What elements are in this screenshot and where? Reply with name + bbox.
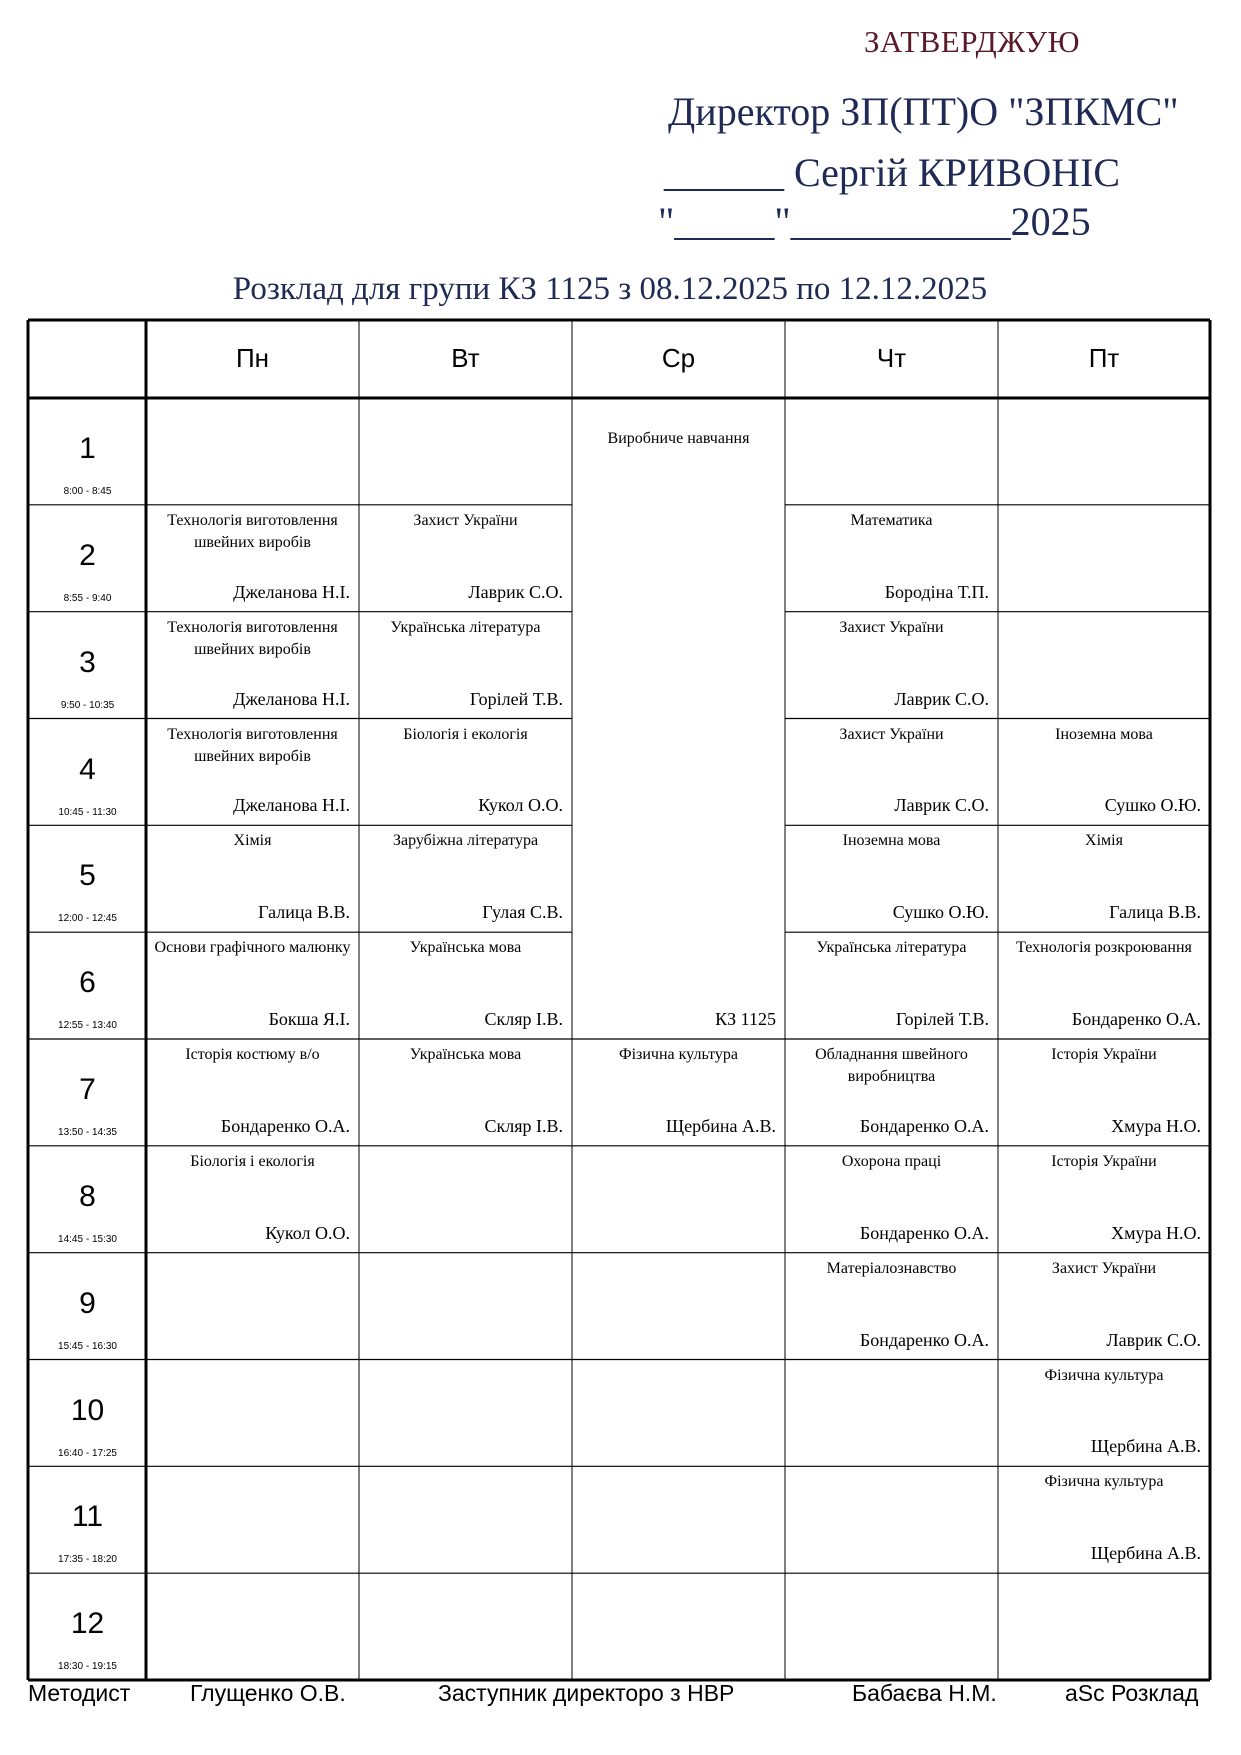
period-time: 10:45 - 11:30 [58, 806, 117, 818]
lesson-teacher: Бондаренко О.А. [859, 1115, 989, 1136]
period-number: 9 [79, 1286, 96, 1320]
lesson-teacher: Горілей Т.В. [469, 688, 563, 709]
lesson-subject: Захист України [413, 511, 518, 529]
lesson-teacher: Гулая С.В. [482, 902, 563, 923]
approval-stamp-heading: ЗАТВЕРДЖУЮ [864, 24, 1080, 59]
period-time: 12:00 - 12:45 [58, 913, 117, 925]
lesson-teacher: Хмура Н.О. [1111, 1115, 1201, 1136]
lesson-teacher: Бондаренко О.А. [859, 1222, 989, 1243]
methodist-label: Методист [28, 1680, 131, 1706]
lesson-subject: Історія костюму в/о [185, 1046, 320, 1063]
lesson-subject: Українська мова [409, 939, 522, 957]
schedule-title: Розклад для групи КЗ 1125 з 08.12.2025 по 12.12.2025 [232, 271, 988, 307]
lesson-subject: Біологія і екологія [190, 1152, 315, 1170]
lesson-teacher: Галица В.В. [258, 902, 350, 923]
lesson-subject: Українська література [390, 618, 541, 636]
lesson-teacher: Бондаренко О.А. [220, 1115, 350, 1136]
lesson-subject: Фізична культура [618, 1046, 739, 1063]
lesson-teacher: Бондаренко О.А. [1071, 1009, 1201, 1029]
lesson-subject: Математика [850, 511, 933, 529]
lesson-subject: Іноземна мова [1055, 725, 1153, 743]
lesson-teacher: Бондаренко О.А. [859, 1329, 989, 1350]
lesson-subject: Хімія [1085, 832, 1123, 850]
period-time: 13:50 - 14:35 [58, 1127, 117, 1138]
lesson-subject: Основи графічного малюнку [154, 939, 351, 957]
lesson-subject: Історія України [1051, 1046, 1157, 1063]
lesson-teacher: Скляр І.В. [484, 1009, 563, 1029]
director-title: Директор ЗП(ПТ)О "ЗПКМС" [668, 89, 1179, 134]
lesson-subject: Фізична культура [1044, 1473, 1164, 1491]
lesson-subject: Технологія виготовлення швейних виробів [167, 725, 338, 765]
deputy-label: Заступник директоро з НВР [438, 1680, 735, 1706]
period-number: 8 [79, 1179, 96, 1213]
period-number: 11 [71, 1500, 104, 1534]
lesson-subject: Фізична культура [1044, 1366, 1164, 1384]
lesson-subject: Виробниче навчання [607, 430, 750, 447]
period-time: 12:55 - 13:40 [58, 1020, 117, 1032]
day-header: Пн [235, 343, 270, 373]
period-time: 18:30 - 19:15 [58, 1661, 117, 1673]
deputy-name: Бабаєва Н.М. [852, 1680, 997, 1706]
lesson-subject: Історія України [1051, 1152, 1157, 1170]
period-number: 4 [79, 752, 96, 786]
lesson-teacher: Лаврик С.О. [468, 581, 563, 602]
day-header: Чт [876, 343, 907, 373]
lesson-subject: Захист України [839, 618, 944, 636]
lesson-teacher: Хмура Н.О. [1111, 1222, 1201, 1243]
lesson-teacher: Щербина А.В. [1090, 1543, 1201, 1564]
lesson-teacher: Скляр І.В. [484, 1115, 563, 1136]
lesson-subject: Технологія виготовлення швейних виробів [167, 511, 338, 551]
lesson-teacher: Сушко О.Ю. [1104, 795, 1201, 816]
lesson-subject: Матеріалознавство [826, 1259, 957, 1277]
software-credit: aSc Розклад [1065, 1680, 1199, 1706]
period-number: 12 [70, 1607, 105, 1641]
lesson-teacher: Джеланова Н.І. [233, 581, 350, 602]
lesson-subject: Біологія і екологія [403, 725, 528, 743]
period-time: 8:00 - 8:45 [63, 486, 112, 497]
methodist-name: Глущенко О.В. [190, 1680, 346, 1706]
period-time: 14:45 - 15:30 [58, 1233, 117, 1245]
lesson-teacher: Лаврик С.О. [894, 688, 989, 709]
lesson-subject: Українська мова [409, 1046, 522, 1063]
period-number: 1 [79, 432, 96, 465]
lesson-teacher: КЗ 1125 [715, 1009, 776, 1029]
lesson-teacher: Джеланова Н.І. [233, 688, 350, 709]
director-signature-line: ______ Сергій КРИВОНІС [664, 150, 1121, 195]
period-time: 8:55 - 9:40 [63, 592, 112, 604]
lesson-teacher: Бородіна Т.П. [884, 581, 989, 602]
lesson-teacher: Джеланова Н.І. [233, 795, 350, 816]
period-number: 5 [79, 859, 96, 893]
lesson-teacher: Кукол О.О. [265, 1222, 350, 1243]
lesson-teacher: Бокша Я.І. [268, 1009, 350, 1029]
lesson-teacher: Лаврик С.О. [1106, 1329, 1201, 1350]
period-time: 16:40 - 17:25 [58, 1447, 117, 1459]
lesson-subject: Обладнання швейного виробництва [815, 1046, 968, 1085]
period-number: 10 [70, 1393, 105, 1427]
day-header: Пт [1088, 343, 1120, 373]
period-number: 2 [79, 538, 96, 572]
lesson-teacher: Сушко О.Ю. [892, 902, 989, 923]
lesson-subject: Зарубіжна література [392, 832, 539, 850]
lesson-subject: Охорона праці [841, 1152, 942, 1170]
lesson-teacher: Горілей Т.В. [895, 1009, 989, 1029]
lesson-subject: Захист України [1051, 1259, 1157, 1277]
lesson-teacher: Щербина А.В. [665, 1115, 776, 1136]
period-number: 7 [79, 1073, 96, 1106]
day-header: Ср [661, 343, 696, 373]
lesson-teacher: Кукол О.О. [478, 795, 563, 816]
period-time: 9:50 - 10:35 [60, 699, 115, 711]
period-time: 15:45 - 16:30 [58, 1340, 117, 1352]
lesson-subject: Технологія розкроювання [1016, 939, 1192, 957]
period-number: 6 [79, 966, 96, 1000]
lesson-subject: Українська література [816, 939, 967, 957]
period-time: 17:35 - 18:20 [58, 1554, 117, 1566]
lesson-subject: Технологія виготовлення швейних виробів [167, 618, 338, 658]
lesson-subject: Захист України [839, 725, 944, 743]
footer [0, 1680, 1241, 1712]
lesson-subject: Іноземна мова [842, 832, 941, 850]
lesson-teacher: Щербина А.В. [1090, 1436, 1201, 1457]
period-number: 3 [79, 645, 96, 679]
lesson-teacher: Галица В.В. [1109, 902, 1201, 923]
lesson-subject: Хімія [233, 832, 272, 850]
approval-date-line: "_____"___________2025 [658, 199, 1091, 244]
day-header: Вт [451, 343, 480, 373]
lesson-teacher: Лаврик С.О. [894, 795, 989, 816]
